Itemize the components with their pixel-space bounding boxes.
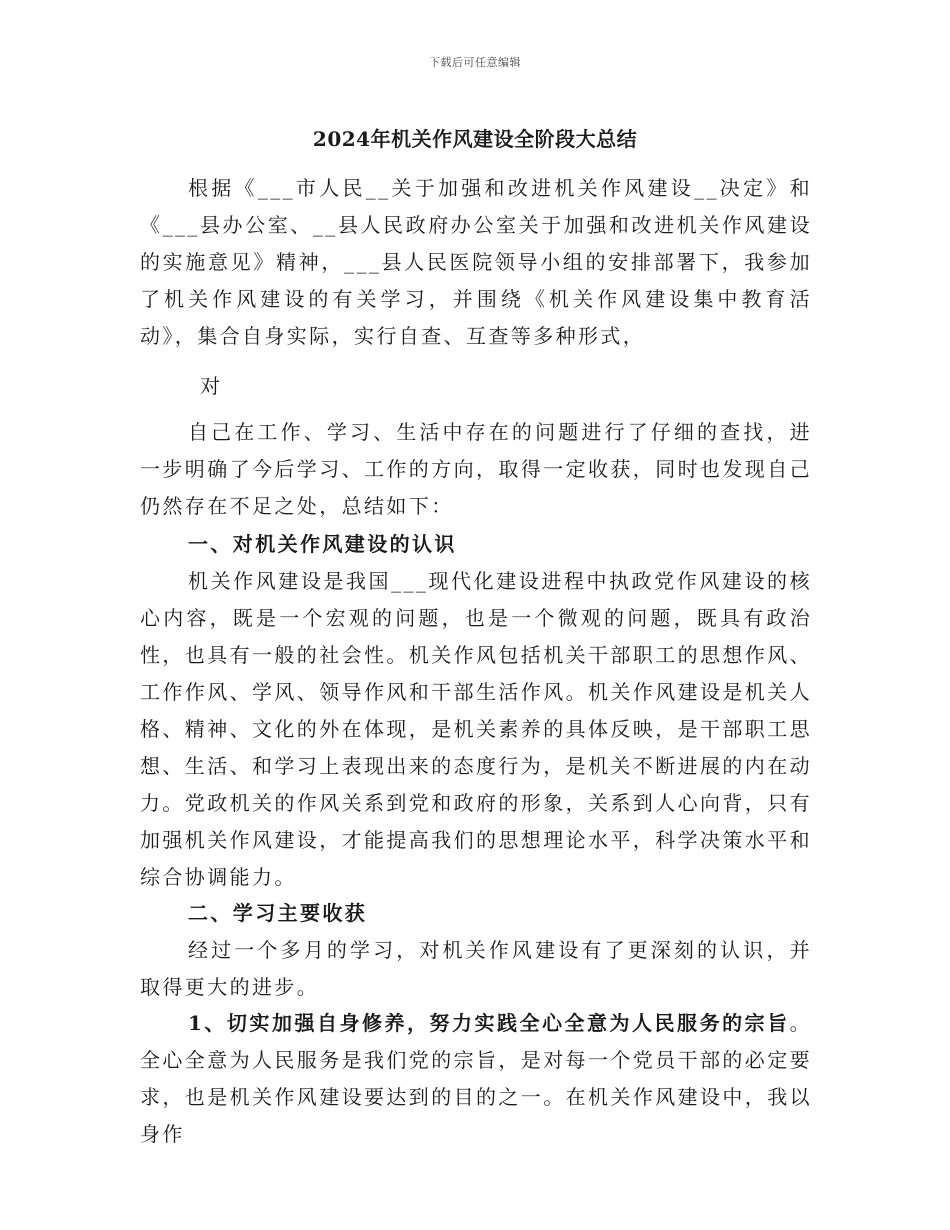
paragraph-fragment: 对 xyxy=(200,374,223,398)
document-title: 2024年机关作风建设全阶段大总结 xyxy=(312,127,638,151)
paragraph-self-review: 自己在工作、学习、生活中存在的问题进行了仔细的查找，进一步明确了今后学习、工作的方向，取得一定收获，同时也发现自己仍然存在不足之处，总结如下： xyxy=(140,420,812,518)
paragraph-understanding: 机关作风建设是我国___现代化建设进程中执政党作风建设的核心内容，既是一个宏观的问题，也是一个微观的问题，既具有政治性，也具有一般的社会性。机关作风包括机关干部职工的思想作风、工作作风、学风、领导作风和干部生活作风。机关作风建设是机关人格、精神、文化的外在体现，是机关素养的具体反映，是干部职工思想、生活、和学习上表现出来的态度行为，是机关不断进展的内在动力。党政机关的作风关系到党和政府的形象，关系到人心向背，只有加强机关作风建设，才能提高我们的思想理论水平，科学决策水平和综合协调能力。 xyxy=(140,569,812,889)
page-header-note: 下载后可任意编辑 xyxy=(429,56,521,69)
section-heading-1: 一、对机关作风建设的认识 xyxy=(188,532,457,556)
section-heading-2: 二、学习主要收获 xyxy=(188,901,368,925)
gain-1-heading: 1、切实加强自身修养，努力实践全心全意为人民服务的宗旨 xyxy=(188,1011,790,1035)
gain-1-text: 。全心全意为人民服务是我们党的宗旨，是对每一个党员干部的必定要求，也是机关作风建设要达到的目的之一。在机关作风建设中，我以身作 xyxy=(140,1011,812,1146)
paragraph-intro: 根据《___市人民__关于加强和改进机关作风建设__决定》和《___县办公室、__县人民政府办公室关于加强和改进机关作风建设的实施意见》精神，___县人民医院领导小组的安排部署下，我参加了机关作风建设的有关学习，并围绕《机关作风建设集中教育活动》，集合自身实际，实行自查、互查等多种形式， xyxy=(140,176,812,348)
paragraph-gain-1 xyxy=(140,1005,812,1153)
paragraph-gains-intro: 经过一个多月的学习，对机关作风建设有了更深刻的认识，并取得更大的进步。 xyxy=(140,938,812,999)
